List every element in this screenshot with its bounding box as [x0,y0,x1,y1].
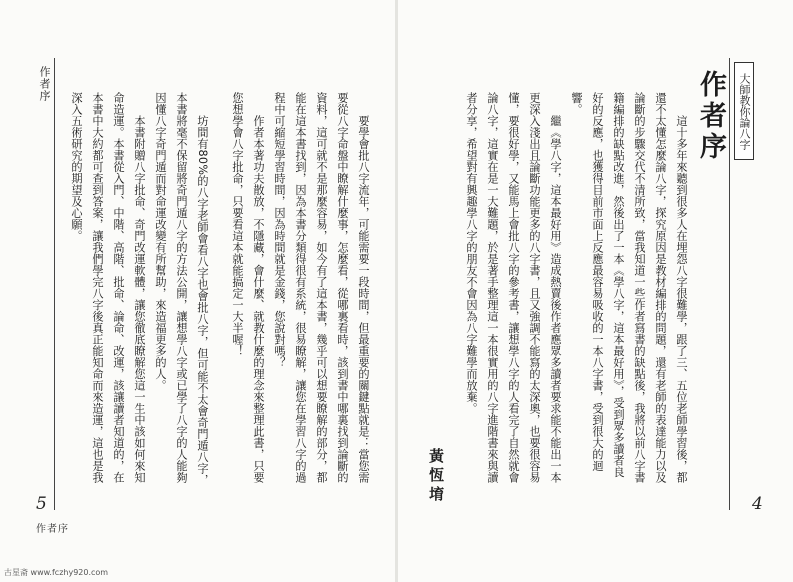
chapter-title: 作者序 [695,70,726,163]
author-name: 黃恆堉 [427,448,445,505]
paragraph: 作者本著功夫散放，不隱藏，會什麼、就教什麼的理念來整理此書，只要您想學會八字批命，只要看這本就能搞定一大半喔！ [231,92,265,483]
footer-label: 作者序 [36,524,69,535]
right-page-body [452,92,692,488]
left-page-body [70,92,374,488]
paragraph: 要學會批八字流年，可能需要一段時間，但最重要的關鍵點就是：當您需要從八字命盤中瞭解什麼事，怎麼看，從哪裏看時，該到書中哪裏找到論斷的資料，這可就不是那麼容易，如今有了這本書，幾乎可以想要瞭解的部分，都能在這本書找到，因為本書分類得很有系統，很易瞭解，讓您在學習八字的過程中可縮短學習時間，因為時間就是金錢，您說對嗎？ [273,92,370,483]
paragraph: 本書附贈八字批命、奇門改運軟體，讓您徹底瞭解您這一生中該如何來知命造運。本書從入門、中階、高階、批命、論命、改運，該讓讀者知道的，在本書中大約都可查到答案，讓我們學完八字後真正能知命而來造運，這也是我深入五術研究的期望及心願。 [70,92,146,483]
side-label: 作者序 [38,66,51,102]
page-number-left: 5 [36,494,47,514]
left-page-rule [54,58,55,510]
paragraph: 坊間有80%的八字老師會看八字也會批八字，但可能不太會奇門遁八字，本書將毫不保留將奇門遁八字的方法公開，讓想學八字或已學了八字的人能夠因懂八字奇門遁而對命運改變有所幫助，來造福更多的人。 [154,92,209,486]
watermark: 古星斋 www.fczhy920.com [4,568,109,577]
book-title-box: 大師教你論八字 [734,62,754,160]
paragraph: 這十多年來聽到很多人在埋怨八字很難學，跟了三、五位老師學習後，都還不太懂怎麼論八字，探究原因是教材編排的問題，還有老師的表達能力以及論斷的步驟交代不清所致，當我知道一些作者寫書的缺點後，我將以前八字書籍編排的缺點改進，然後出了一本《學八字，這本最好用》，受到眾多讀者良好的反應，也獲得目前市面上反應最容易吸收的一本八字書，受到很大的迴響。 [570,92,688,483]
page-number-right: 4 [752,494,763,514]
paragraph: 繼《學八字，這本最好用》造成熱賣後作者應眾多讀者要求能不能出一本更深入淺出且論斷功能更多的八字書，且又強調不能寫的太深奧，也要很容易懂，要很好學，又能馬上會批八字的參考書，讓想學八字的人看完了自然就會論八字，這實在是一大難題，於是著手整理這一本很實用的八字進階書來與讀者分享，希望對有興趣學八字的朋友不會因為八字難學而放棄。 [465,92,562,483]
